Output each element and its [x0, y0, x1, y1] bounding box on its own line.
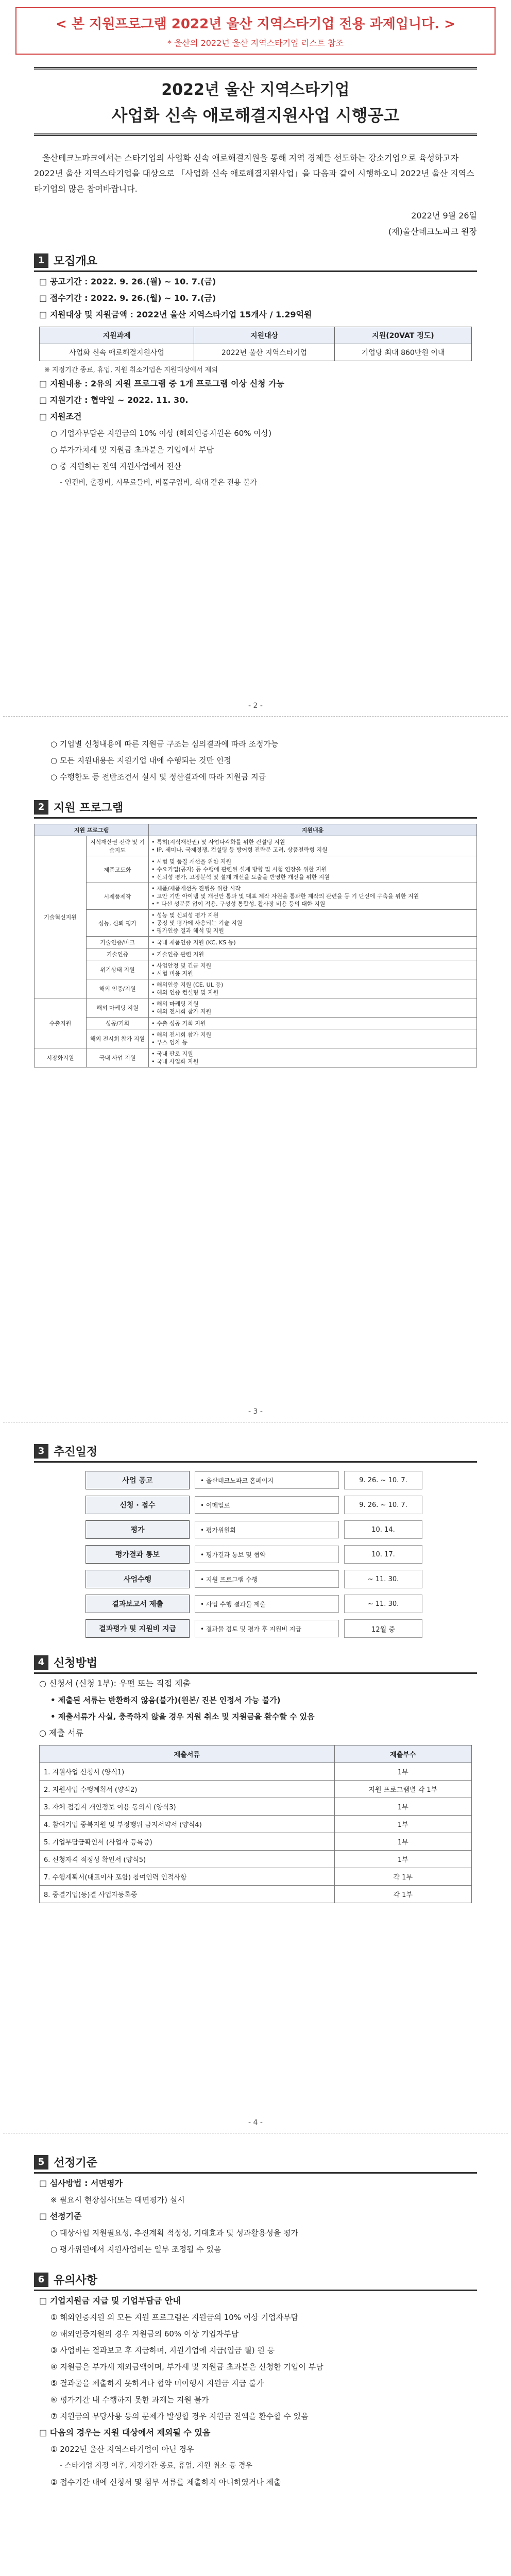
section-number: 4 [34, 1655, 48, 1670]
recruit-item: □ 공고기간 : 2022. 9. 26.(월) ~ 10. 7.(금) [39, 277, 216, 286]
program-detail: • 국내 판로 지원 • 국내 사업화 지원 [149, 1048, 477, 1067]
condition-item: ○ 모든 지원내용은 지원기업 내에 수행되는 것만 인정 [50, 756, 231, 765]
table-row [35, 1029, 477, 1048]
page-2 [3, 696, 508, 1401]
table-row [35, 883, 477, 910]
schedule-step-date: 9. 26. ~ 10. 7. [344, 1471, 422, 1489]
support-table [39, 327, 472, 361]
schedule-step-desc: • 결과물 검토 및 평가 후 지원비 지급 [195, 1620, 339, 1637]
table-header: 지원내용 [149, 824, 477, 836]
table-row [35, 836, 477, 856]
page-number: - 2 - [248, 702, 263, 710]
schedule-step-name: 사업수행 [86, 1570, 190, 1588]
schedule-step-desc: • 지원 프로그램 수행 [195, 1570, 339, 1588]
schedule-step-name: 결과보고서 제출 [86, 1595, 190, 1613]
document-name: 5. 기업부담금확인서 (사업자 등록증) [40, 1833, 335, 1851]
section-number: 3 [34, 1444, 48, 1459]
intro-paragraph: 울산테크노파크에서는 스타기업의 사업화 신속 애로해결지원을 통해 지역 경제를 선도하는 강소기업으로 육성하고자 2022년 울산 지역스타기업을 대상으로 「사업화 신속 애로해결지원사업」을 다음과 같이 시행하오니 2022년 울산 지역스타기업의 많은 참여바랍니다. [34, 153, 474, 194]
recruit-item: □ 지원내용 : 2유의 지원 프로그램 중 1개 프로그램 이상 신청 가능 [39, 379, 284, 388]
program-name: 위기상태 지원 [87, 960, 149, 979]
program-category: 기술혁신지원 [35, 836, 87, 998]
criteria-item: ○ 대상사업 지원필요성, 추진계획 적정성, 기대효과 및 성과활용성을 평가 [50, 2228, 298, 2238]
program-name: 국내 사업 지원 [87, 1048, 149, 1067]
program-detail: • 국내 제품인증 지원 (KC, KS 등) [149, 937, 477, 948]
table-row [35, 960, 477, 979]
schedule-step [86, 1544, 425, 1565]
schedule-step-date: 10. 17. [344, 1545, 422, 1564]
table-row [35, 856, 477, 883]
section-number: 6 [34, 2273, 48, 2287]
document-count: 1부 [334, 1833, 471, 1851]
caution-item: □ 기업지원금 지급 및 기업부담금 안내 [39, 2296, 181, 2306]
section-title: 선정기준 [54, 2157, 98, 2170]
title-line2: 사업화 신속 애로해결지원사업 시행공고 [111, 106, 400, 125]
document-count: 1부 [334, 1798, 471, 1816]
caution-item: ③ 사업비는 결과보고 후 지급하며, 지원기업에 지급(입금 월) 원 등 [50, 2346, 275, 2355]
table-header: 제출부수 [334, 1745, 471, 1763]
schedule-flow [86, 1470, 425, 1639]
caution-item: ① 2022년 울산 지역스타기업이 아닌 경우 [50, 2445, 194, 2454]
program-name: 성공/기회 [87, 1018, 149, 1029]
table-row [40, 1886, 472, 1903]
notice-line1: < 본 지원프로그램 2022년 울산 지역스타기업 전용 과제입니다. > [56, 16, 455, 32]
table-row [35, 979, 477, 998]
table-row [40, 1833, 472, 1851]
schedule-step-date: 9. 26. ~ 10. 7. [344, 1496, 422, 1514]
section-1-header [34, 252, 477, 272]
program-detail: • 해외 마케팅 지원 • 해외 전시회 참가 지원 [149, 998, 477, 1018]
program-detail: • 성능 및 신뢰성 평가 지원 • 공정 및 평가에 사용되는 기술 지원 • 평가인증 결과 해석 및 지원 [149, 910, 477, 937]
program-detail: • 해외인증 지원 (CE, UL 등) • 해외 인증 컨설팅 및 지원 [149, 979, 477, 998]
apply-item: ○ 제출 서류 [39, 1728, 83, 1738]
notice-box [15, 7, 496, 55]
page-number: - 4 - [248, 2119, 263, 2127]
section-title: 신청방법 [54, 1657, 98, 1670]
page-3 [3, 1401, 508, 2112]
apply-item: ○ 신청서 (신청 1부): 우편 또는 직접 제출 [39, 1679, 191, 1688]
recruit-item: □ 지원조건 [39, 412, 82, 421]
notice-line2: * 울산의 2022년 울산 지역스타기업 리스트 참조 [167, 38, 344, 48]
document-name: 7. 수행계획서(대표이사 포함) 참여인력 인적사항 [40, 1868, 335, 1886]
page-1 [3, 0, 508, 696]
apply-item: • 제출서류가 사실, 충족하지 않을 경우 지원 취소 및 지원금을 환수할 수 있음 [50, 1712, 315, 1721]
program-name: 해외 인증/지원 [87, 979, 149, 998]
table-header: 지원대상 [194, 327, 335, 344]
program-name: 기술인증 [87, 948, 149, 960]
schedule-step-name: 평가 [86, 1520, 190, 1539]
program-name: 해외 마케팅 지원 [87, 998, 149, 1018]
caution-item: □ 다음의 경우는 지원 대상에서 제외될 수 있음 [39, 2428, 211, 2437]
document-name: 8. 중결기업(등)결 사업자등록증 [40, 1886, 335, 1903]
table-header: 제출서류 [40, 1745, 335, 1763]
table-row [40, 1798, 472, 1816]
recruit-item: □ 지원대상 및 지원금액 : 2022년 울산 지역스타기업 15개사 / 1.29억원 [39, 310, 312, 319]
program-name: 지식재산권 전략 및 기술지도 [87, 836, 149, 856]
page-divider [3, 716, 508, 717]
schedule-step-name: 사업 공고 [86, 1471, 190, 1489]
program-detail: • 시험 및 품질 개선을 위한 지원 • 수요기업(공자) 등 수행에 관련된 설계 방향 및 시험 연장을 위한 지원 • 신뢰성 평가, 고장분석 및 설계 개선을 도출을 반영한 개선을 위한 지원 [149, 856, 477, 883]
section-title: 지원 프로그램 [54, 802, 124, 815]
program-category: 시장화지원 [35, 1048, 87, 1067]
table-header: 지원(20VAT 정도) [334, 327, 471, 344]
document-table [39, 1745, 472, 1903]
criteria-item: □ 선정기준 [39, 2211, 82, 2221]
program-table [34, 824, 477, 1067]
table-header: 지원 프로그램 [35, 824, 149, 836]
section-6-header [34, 2272, 477, 2291]
condition-item: ○ 기업별 신청내용에 따른 지원금 구조는 심의결과에 따라 조정가능 [50, 739, 279, 749]
program-name: 시제품제작 [87, 883, 149, 910]
document-name: 2. 지원사업 수행계획서 (양식2) [40, 1781, 335, 1798]
program-name: 기술인증/마크 [87, 937, 149, 948]
recruit-item: □ 접수기간 : 2022. 9. 26.(월) ~ 10. 7.(금) [39, 293, 216, 303]
caution-item: ② 접수기간 내에 신청서 및 첨부 서류를 제출하지 아니하였거나 제출 [50, 2478, 281, 2487]
apply-item: • 제출된 서류는 반환하지 않음(불가)(원본/ 진본 인정서 가능 불가) [50, 1696, 281, 1705]
criteria-item: ○ 평가위원에서 지원사업비는 일부 조정될 수 있음 [50, 2245, 222, 2254]
schedule-step-name: 결과평가 및 지원비 지급 [86, 1619, 190, 1638]
program-category: 수출지원 [35, 998, 87, 1048]
table-note: ※ 지정기간 종료, 휴업, 지원 취소기업은 지원대상에서 제외 [44, 366, 218, 374]
section-number: 2 [34, 800, 48, 815]
document-name: 6. 신청자격 적정성 확인서 (양식5) [40, 1851, 335, 1868]
program-detail: • 수출 성공 기회 지원 [149, 1018, 477, 1029]
section-5-header [34, 2154, 477, 2174]
section-title: 모집개요 [54, 255, 98, 268]
table-cell: 기업당 최대 860만원 이내 [334, 344, 471, 361]
schedule-step-desc: • 이메일로 [195, 1496, 339, 1514]
document-name: 4. 참여기업 중복지원 및 부정행위 금지서약서 (양식4) [40, 1816, 335, 1833]
table-cell: 2022년 울산 지역스타기업 [194, 344, 335, 361]
schedule-step [86, 1569, 425, 1589]
document-count: 1부 [334, 1816, 471, 1833]
schedule-step [86, 1470, 425, 1490]
program-detail: • 특허(지식재산권) 및 사업다각화를 위한 컨설팅 지원 • IP, 세미나, 국제경쟁, 컨설팅 등 방어형 전략분 고려, 상품전략형 지원 [149, 836, 477, 856]
schedule-step-desc: • 평가결과 통보 및 협약 [195, 1546, 339, 1563]
program-detail: • 기술인증 관련 지원 [149, 948, 477, 960]
schedule-step [86, 1495, 425, 1515]
section-3-header [34, 1443, 477, 1463]
condition-item: ○ 기업자부담은 지원금의 10% 이상 (해외인증지원은 60% 이상) [50, 429, 272, 438]
program-name: 해외 전시회 참가 지원 [87, 1029, 149, 1048]
condition-item: ○ 중 지원하는 전액 지원사업에서 전산 [50, 462, 182, 471]
schedule-step-date: 12월 중 [344, 1619, 422, 1638]
table-row [35, 948, 477, 960]
schedule-step-date: 10. 14. [344, 1520, 422, 1539]
title-line1: 2022년 울산 지역스타기업 [161, 81, 350, 99]
table-row [40, 1851, 472, 1868]
document-count: 지원 프로그램별 각 1부 [334, 1781, 471, 1798]
caution-list [3, 2294, 508, 2489]
schedule-step-name: 평가결과 통보 [86, 1545, 190, 1564]
caution-item: - 스타기업 지정 이후, 지정기간 종료, 휴업, 지원 취소 등 경우 [60, 2462, 252, 2470]
schedule-step-date: ~ 11. 30. [344, 1570, 422, 1588]
recruit-item: □ 지원기간 : 협약일 ~ 2022. 11. 30. [39, 395, 189, 405]
table-row [40, 1816, 472, 1833]
schedule-step-name: 신청 · 접수 [86, 1496, 190, 1514]
section-title: 유의사항 [54, 2274, 98, 2287]
condition-item: ○ 수행한도 등 전반조건서 실시 및 정산결과에 따라 지원금 지급 [50, 772, 266, 782]
section-title: 추진일정 [54, 1446, 98, 1459]
condition-item: - 인건비, 출장비, 시무료들비, 비품구입비, 식대 같은 전용 불가 [60, 479, 258, 487]
table-row [35, 937, 477, 948]
schedule-step-desc: • 평가위원회 [195, 1521, 339, 1538]
schedule-step-date: ~ 11. 30. [344, 1595, 422, 1613]
table-row [35, 1018, 477, 1029]
document-count: 1부 [334, 1763, 471, 1781]
table-row [35, 998, 477, 1018]
document-name: 1. 지원사업 신청서 (양식1) [40, 1763, 335, 1781]
section-4-header [34, 1654, 477, 1674]
document-count: 각 1부 [334, 1886, 471, 1903]
table-header: 지원과제 [40, 327, 194, 344]
criteria-item: ※ 필요시 현장심사(또는 대면평가) 실시 [50, 2195, 185, 2205]
document-name: 3. 자체 점검지 개인정보 이용 동의서 (양식3) [40, 1798, 335, 1816]
section-2-header [34, 799, 477, 819]
program-name: 제품고도화 [87, 856, 149, 883]
document-count: 각 1부 [334, 1868, 471, 1886]
schedule-step [86, 1618, 425, 1639]
criteria-item: □ 심사방법 : 서면평가 [39, 2178, 123, 2188]
page-number: - 3 - [248, 1408, 263, 1416]
table-row [35, 910, 477, 937]
program-detail: • 사업안정 및 긴급 지원 • 시험 비용 지원 [149, 960, 477, 979]
caution-item: ⑤ 결과물을 제출하지 못하거나 협약 미이행시 지원금 지급 불가 [50, 2379, 264, 2388]
schedule-step-desc: • 사업 수행 결과물 제출 [195, 1595, 339, 1613]
caution-item: ① 해외인증지원 외 모든 지원 프로그램은 지원금의 10% 이상 기업자부담 [50, 2313, 298, 2322]
schedule-step [86, 1519, 425, 1540]
table-row [40, 1781, 472, 1798]
announce-org: (재)울산테크노파크 원장 [388, 227, 477, 236]
table-cell: 사업화 신속 애로해결지원사업 [40, 344, 194, 361]
caution-item: ④ 지원금은 부가세 제외금액이며, 부가세 및 지원금 초과분은 신청한 기업이 부담 [50, 2362, 323, 2371]
announce-date: 2022년 9월 26일 [411, 211, 477, 221]
table-row [40, 1763, 472, 1781]
program-detail: • 해외 전시회 참가 지원 • 부스 임차 등 [149, 1029, 477, 1048]
section-number: 1 [34, 253, 48, 268]
program-detail: • 제품/제품개선을 진행을 위한 시작 • 고안 기반 아이템 및 개선안 통과 및 대표 제작 자원을 통과한 제작의 관련을 등 기 단신에 구축을 위한 지원 • * 다선 성분품 없이 적용, 구성성 통합성, 활사장 비용 등의 대한 지원 [149, 883, 477, 910]
section-number: 5 [34, 2155, 48, 2170]
caution-item: ⑥ 평가기간 내 수행하지 못한 과제는 지원 불가 [50, 2395, 209, 2404]
schedule-step-desc: • 울산테크노파크 홈페이지 [195, 1471, 339, 1489]
page-4 [3, 2112, 508, 2576]
program-name: 성능, 신뢰 평가 [87, 910, 149, 937]
title-box [34, 67, 477, 136]
schedule-step [86, 1594, 425, 1614]
condition-item: ○ 부가가치세 및 지원금 초과분은 기업에서 부담 [50, 445, 214, 454]
table-row [40, 1868, 472, 1886]
table-row [35, 1048, 477, 1067]
document-count: 1부 [334, 1851, 471, 1868]
caution-item: ② 해외인증지원의 경우 지원금의 60% 이상 기업자부담 [50, 2329, 239, 2338]
caution-item: ⑦ 지원금의 부당사용 등의 문제가 발생할 경우 지원금 전액을 환수할 수 있음 [50, 2412, 309, 2421]
